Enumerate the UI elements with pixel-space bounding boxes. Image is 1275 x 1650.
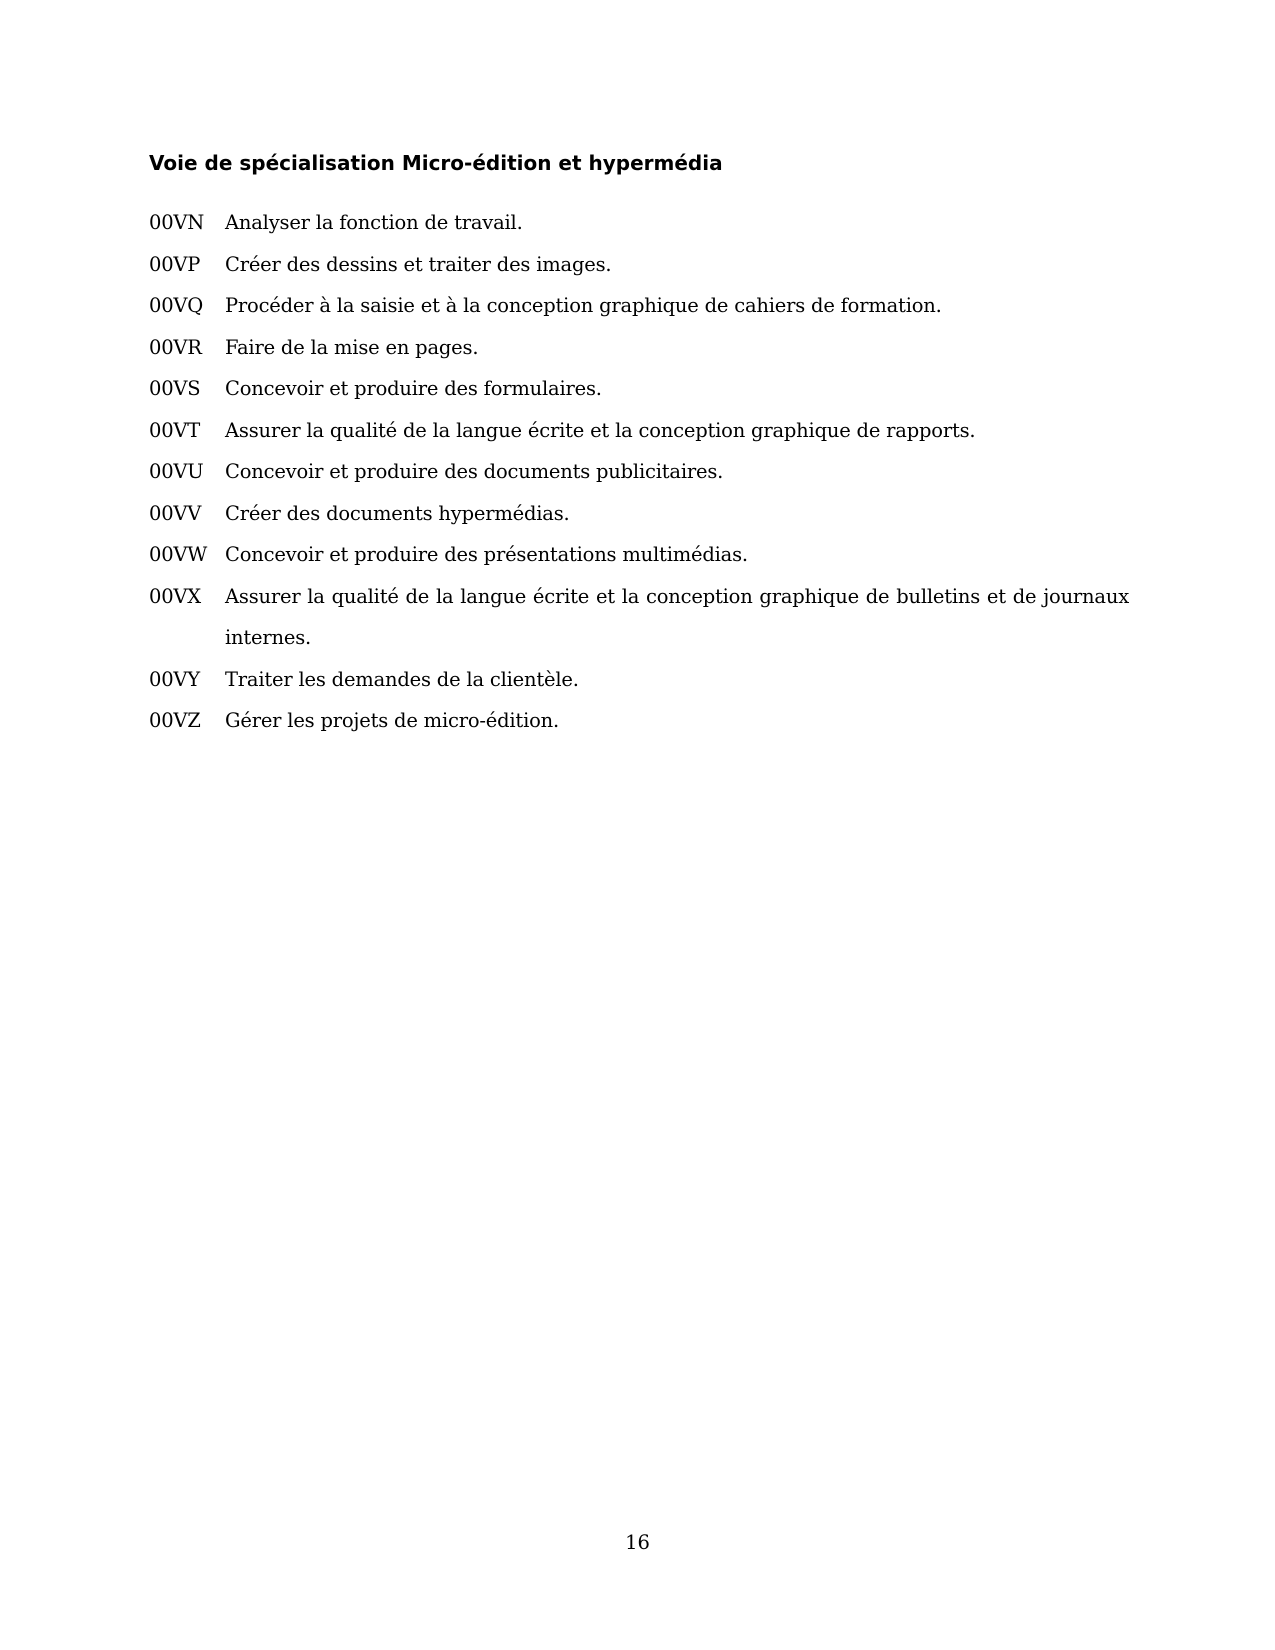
list-item — [149, 493, 1129, 535]
competency-list — [149, 202, 1129, 742]
competency-text: Créer des dessins et traiter des images. — [225, 252, 612, 276]
competency-text: Assurer la qualité de la langue écrite et la conception graphique de bulletins et de journaux internes. — [225, 584, 1129, 649]
competency-code: 00VZ — [149, 709, 201, 732]
list-item — [149, 659, 1129, 701]
competency-code: 00VS — [149, 377, 201, 400]
competency-code: 00VT — [149, 418, 201, 442]
competency-code: 00VR — [149, 335, 202, 359]
competency-text: Analyser la fonction de travail. — [225, 211, 523, 234]
competency-text: Gérer les projets de micro-édition. — [225, 709, 560, 732]
competency-text: Concevoir et produire des présentations multimédias. — [225, 543, 748, 566]
list-item — [149, 576, 1129, 659]
competency-code: 00VW — [149, 543, 208, 566]
competency-text: Traiter les demandes de la clientèle. — [225, 667, 579, 691]
competency-code: 00VX — [149, 584, 201, 608]
competency-code: 00VQ — [149, 294, 204, 317]
competency-text: Concevoir et produire des formulaires. — [225, 377, 602, 400]
list-item — [149, 202, 1129, 244]
competency-code: 00VY — [149, 667, 200, 691]
competency-text: Concevoir et produire des documents publicitaires. — [225, 460, 724, 483]
section-heading: Voie de spécialisation Micro-édition et hypermédia — [149, 151, 723, 175]
list-item — [149, 451, 1129, 493]
page-number: 16 — [625, 1531, 650, 1554]
competency-code: 00VP — [149, 252, 201, 276]
list-item — [149, 368, 1129, 410]
competency-code: 00VN — [149, 211, 205, 234]
competency-code: 00VV — [149, 501, 202, 525]
list-item — [149, 244, 1129, 286]
competency-text: Faire de la mise en pages. — [225, 335, 479, 359]
competency-text: Créer des documents hypermédias. — [225, 501, 570, 525]
competency-text: Assurer la qualité de la langue écrite et la conception graphique de rapports. — [225, 418, 976, 442]
list-item — [149, 285, 1129, 327]
competency-text: Procéder à la saisie et à la conception graphique de cahiers de formation. — [225, 294, 942, 317]
list-item — [149, 327, 1129, 369]
list-item — [149, 534, 1129, 576]
list-item — [149, 410, 1129, 452]
competency-code: 00VU — [149, 460, 204, 483]
list-item — [149, 700, 1129, 742]
